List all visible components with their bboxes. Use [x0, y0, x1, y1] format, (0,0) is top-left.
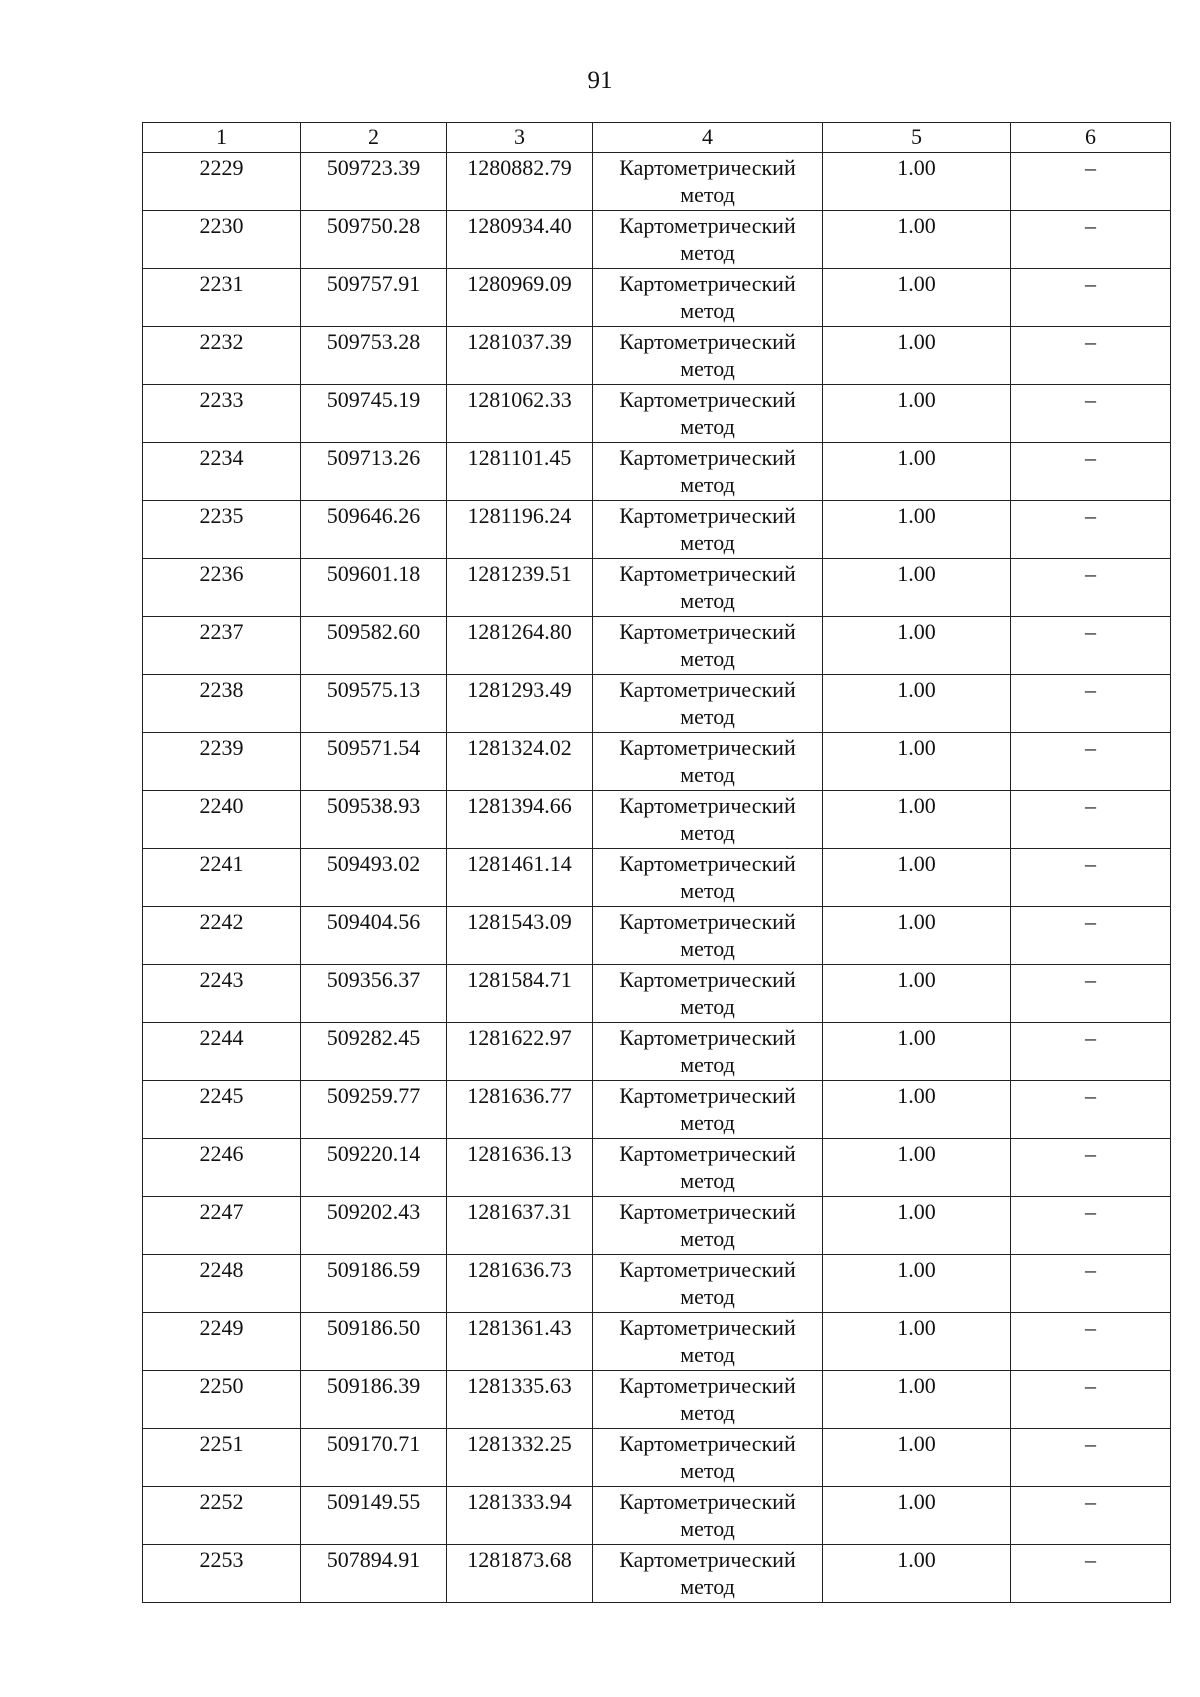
accuracy-cell: 1.00 — [823, 1545, 1011, 1603]
point-number-cell: 2248 — [143, 1255, 301, 1313]
y-coordinate-cell: 1281636.13 — [447, 1139, 593, 1197]
method-cell: Картометрический метод — [593, 1255, 823, 1313]
point-number-cell: 2232 — [143, 327, 301, 385]
table-row — [143, 443, 1171, 501]
x-coordinate-cell: 507894.91 — [301, 1545, 447, 1603]
point-number-cell: 2246 — [143, 1139, 301, 1197]
accuracy-cell: 1.00 — [823, 1487, 1011, 1545]
accuracy-cell: 1.00 — [823, 733, 1011, 791]
accuracy-cell: 1.00 — [823, 849, 1011, 907]
note-cell: – — [1011, 1023, 1171, 1081]
accuracy-cell: 1.00 — [823, 1313, 1011, 1371]
note-cell: – — [1011, 791, 1171, 849]
accuracy-cell: 1.00 — [823, 965, 1011, 1023]
x-coordinate-cell: 509757.91 — [301, 269, 447, 327]
note-cell: – — [1011, 269, 1171, 327]
x-coordinate-cell: 509723.39 — [301, 153, 447, 211]
column-header-4: 4 — [593, 123, 823, 153]
table-row — [143, 559, 1171, 617]
method-cell: Картометрический метод — [593, 907, 823, 965]
x-coordinate-cell: 509170.71 — [301, 1429, 447, 1487]
point-number-cell: 2252 — [143, 1487, 301, 1545]
method-cell: Картометрический метод — [593, 849, 823, 907]
point-number-cell: 2245 — [143, 1081, 301, 1139]
note-cell: – — [1011, 211, 1171, 269]
coordinates-table — [142, 122, 1171, 1603]
y-coordinate-cell: 1281062.33 — [447, 385, 593, 443]
point-number-cell: 2237 — [143, 617, 301, 675]
y-coordinate-cell: 1281873.68 — [447, 1545, 593, 1603]
x-coordinate-cell: 509149.55 — [301, 1487, 447, 1545]
table-row — [143, 1545, 1171, 1603]
method-cell: Картометрический метод — [593, 501, 823, 559]
table-row — [143, 211, 1171, 269]
x-coordinate-cell: 509356.37 — [301, 965, 447, 1023]
table-row — [143, 327, 1171, 385]
y-coordinate-cell: 1281636.77 — [447, 1081, 593, 1139]
method-cell: Картометрический метод — [593, 153, 823, 211]
table-row — [143, 501, 1171, 559]
method-cell: Картометрический метод — [593, 211, 823, 269]
x-coordinate-cell: 509259.77 — [301, 1081, 447, 1139]
point-number-cell: 2241 — [143, 849, 301, 907]
method-cell: Картометрический метод — [593, 443, 823, 501]
method-cell: Картометрический метод — [593, 791, 823, 849]
note-cell: – — [1011, 443, 1171, 501]
method-cell: Картометрический метод — [593, 385, 823, 443]
table-row — [143, 617, 1171, 675]
x-coordinate-cell: 509745.19 — [301, 385, 447, 443]
point-number-cell: 2253 — [143, 1545, 301, 1603]
point-number-cell: 2249 — [143, 1313, 301, 1371]
point-number-cell: 2250 — [143, 1371, 301, 1429]
y-coordinate-cell: 1281584.71 — [447, 965, 593, 1023]
table-body — [143, 153, 1171, 1603]
column-header-3: 3 — [447, 123, 593, 153]
y-coordinate-cell: 1281461.14 — [447, 849, 593, 907]
accuracy-cell: 1.00 — [823, 1139, 1011, 1197]
method-cell: Картометрический метод — [593, 733, 823, 791]
note-cell: – — [1011, 385, 1171, 443]
table-row — [143, 791, 1171, 849]
table-row — [143, 965, 1171, 1023]
y-coordinate-cell: 1281196.24 — [447, 501, 593, 559]
accuracy-cell: 1.00 — [823, 617, 1011, 675]
y-coordinate-cell: 1281332.25 — [447, 1429, 593, 1487]
accuracy-cell: 1.00 — [823, 1255, 1011, 1313]
table-row — [143, 849, 1171, 907]
x-coordinate-cell: 509601.18 — [301, 559, 447, 617]
x-coordinate-cell: 509186.50 — [301, 1313, 447, 1371]
accuracy-cell: 1.00 — [823, 907, 1011, 965]
y-coordinate-cell: 1281037.39 — [447, 327, 593, 385]
table-header — [143, 123, 1171, 153]
method-cell: Картометрический метод — [593, 1139, 823, 1197]
note-cell: – — [1011, 1487, 1171, 1545]
x-coordinate-cell: 509571.54 — [301, 733, 447, 791]
point-number-cell: 2244 — [143, 1023, 301, 1081]
column-header-1: 1 — [143, 123, 301, 153]
point-number-cell: 2229 — [143, 153, 301, 211]
y-coordinate-cell: 1281637.31 — [447, 1197, 593, 1255]
note-cell: – — [1011, 907, 1171, 965]
note-cell: – — [1011, 733, 1171, 791]
method-cell: Картометрический метод — [593, 675, 823, 733]
table-row — [143, 1487, 1171, 1545]
table-row — [143, 1197, 1171, 1255]
table-row — [143, 675, 1171, 733]
note-cell: – — [1011, 559, 1171, 617]
point-number-cell: 2230 — [143, 211, 301, 269]
x-coordinate-cell: 509538.93 — [301, 791, 447, 849]
table-row — [143, 385, 1171, 443]
y-coordinate-cell: 1281543.09 — [447, 907, 593, 965]
note-cell: – — [1011, 1313, 1171, 1371]
method-cell: Картометрический метод — [593, 1313, 823, 1371]
x-coordinate-cell: 509404.56 — [301, 907, 447, 965]
table-row — [143, 1023, 1171, 1081]
point-number-cell: 2240 — [143, 791, 301, 849]
method-cell: Картометрический метод — [593, 965, 823, 1023]
point-number-cell: 2238 — [143, 675, 301, 733]
header-row — [143, 123, 1171, 153]
table-row — [143, 1429, 1171, 1487]
y-coordinate-cell: 1280969.09 — [447, 269, 593, 327]
note-cell: – — [1011, 1255, 1171, 1313]
method-cell: Картометрический метод — [593, 327, 823, 385]
point-number-cell: 2247 — [143, 1197, 301, 1255]
x-coordinate-cell: 509753.28 — [301, 327, 447, 385]
accuracy-cell: 1.00 — [823, 501, 1011, 559]
accuracy-cell: 1.00 — [823, 1023, 1011, 1081]
point-number-cell: 2243 — [143, 965, 301, 1023]
x-coordinate-cell: 509713.26 — [301, 443, 447, 501]
y-coordinate-cell: 1280882.79 — [447, 153, 593, 211]
x-coordinate-cell: 509646.26 — [301, 501, 447, 559]
y-coordinate-cell: 1281335.63 — [447, 1371, 593, 1429]
accuracy-cell: 1.00 — [823, 1429, 1011, 1487]
accuracy-cell: 1.00 — [823, 153, 1011, 211]
accuracy-cell: 1.00 — [823, 443, 1011, 501]
note-cell: – — [1011, 965, 1171, 1023]
y-coordinate-cell: 1280934.40 — [447, 211, 593, 269]
y-coordinate-cell: 1281622.97 — [447, 1023, 593, 1081]
y-coordinate-cell: 1281361.43 — [447, 1313, 593, 1371]
x-coordinate-cell: 509582.60 — [301, 617, 447, 675]
point-number-cell: 2239 — [143, 733, 301, 791]
method-cell: Картометрический метод — [593, 1545, 823, 1603]
note-cell: – — [1011, 1139, 1171, 1197]
table-row — [143, 1371, 1171, 1429]
x-coordinate-cell: 509575.13 — [301, 675, 447, 733]
y-coordinate-cell: 1281333.94 — [447, 1487, 593, 1545]
x-coordinate-cell: 509220.14 — [301, 1139, 447, 1197]
table-row — [143, 1139, 1171, 1197]
note-cell: – — [1011, 501, 1171, 559]
x-coordinate-cell: 509750.28 — [301, 211, 447, 269]
note-cell: – — [1011, 1081, 1171, 1139]
note-cell: – — [1011, 1197, 1171, 1255]
method-cell: Картометрический метод — [593, 617, 823, 675]
accuracy-cell: 1.00 — [823, 269, 1011, 327]
note-cell: – — [1011, 675, 1171, 733]
note-cell: – — [1011, 1429, 1171, 1487]
column-header-6: 6 — [1011, 123, 1171, 153]
note-cell: – — [1011, 617, 1171, 675]
method-cell: Картометрический метод — [593, 1371, 823, 1429]
x-coordinate-cell: 509282.45 — [301, 1023, 447, 1081]
method-cell: Картометрический метод — [593, 559, 823, 617]
x-coordinate-cell: 509186.59 — [301, 1255, 447, 1313]
method-cell: Картометрический метод — [593, 1023, 823, 1081]
accuracy-cell: 1.00 — [823, 211, 1011, 269]
y-coordinate-cell: 1281264.80 — [447, 617, 593, 675]
x-coordinate-cell: 509202.43 — [301, 1197, 447, 1255]
method-cell: Картометрический метод — [593, 269, 823, 327]
table-row — [143, 1081, 1171, 1139]
y-coordinate-cell: 1281394.66 — [447, 791, 593, 849]
note-cell: – — [1011, 1545, 1171, 1603]
table-row — [143, 907, 1171, 965]
y-coordinate-cell: 1281239.51 — [447, 559, 593, 617]
y-coordinate-cell: 1281293.49 — [447, 675, 593, 733]
table-row — [143, 1313, 1171, 1371]
method-cell: Картометрический метод — [593, 1081, 823, 1139]
accuracy-cell: 1.00 — [823, 1371, 1011, 1429]
point-number-cell: 2235 — [143, 501, 301, 559]
accuracy-cell: 1.00 — [823, 791, 1011, 849]
point-number-cell: 2236 — [143, 559, 301, 617]
table-row — [143, 733, 1171, 791]
method-cell: Картометрический метод — [593, 1197, 823, 1255]
note-cell: – — [1011, 849, 1171, 907]
note-cell: – — [1011, 153, 1171, 211]
point-number-cell: 2234 — [143, 443, 301, 501]
note-cell: – — [1011, 1371, 1171, 1429]
column-header-5: 5 — [823, 123, 1011, 153]
page-number: 91 — [587, 67, 613, 94]
accuracy-cell: 1.00 — [823, 385, 1011, 443]
accuracy-cell: 1.00 — [823, 327, 1011, 385]
method-cell: Картометрический метод — [593, 1487, 823, 1545]
point-number-cell: 2233 — [143, 385, 301, 443]
table-row — [143, 153, 1171, 211]
x-coordinate-cell: 509186.39 — [301, 1371, 447, 1429]
accuracy-cell: 1.00 — [823, 559, 1011, 617]
point-number-cell: 2251 — [143, 1429, 301, 1487]
table-row — [143, 269, 1171, 327]
point-number-cell: 2231 — [143, 269, 301, 327]
column-header-2: 2 — [301, 123, 447, 153]
point-number-cell: 2242 — [143, 907, 301, 965]
table-row — [143, 1255, 1171, 1313]
x-coordinate-cell: 509493.02 — [301, 849, 447, 907]
method-cell: Картометрический метод — [593, 1429, 823, 1487]
y-coordinate-cell: 1281101.45 — [447, 443, 593, 501]
accuracy-cell: 1.00 — [823, 675, 1011, 733]
y-coordinate-cell: 1281636.73 — [447, 1255, 593, 1313]
accuracy-cell: 1.00 — [823, 1081, 1011, 1139]
accuracy-cell: 1.00 — [823, 1197, 1011, 1255]
y-coordinate-cell: 1281324.02 — [447, 733, 593, 791]
note-cell: – — [1011, 327, 1171, 385]
